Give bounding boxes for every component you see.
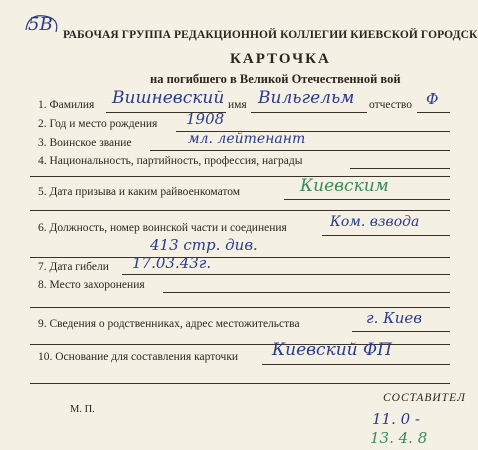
compiler-signature: 11. 0 - bbox=[372, 410, 421, 428]
header-title: КАРТОЧКА bbox=[230, 51, 331, 67]
corner-mark: 5В bbox=[28, 14, 53, 35]
stamp-place-label: М. П. bbox=[70, 404, 95, 415]
field-6-line-2 bbox=[30, 257, 450, 258]
field-8-line-2 bbox=[30, 307, 450, 308]
field-1-name-value: Вильгельм bbox=[258, 88, 355, 108]
field-7-line bbox=[122, 274, 450, 275]
field-2-label: 2. Год и место рождения bbox=[38, 118, 158, 130]
field-6-value-2: 413 стр. див. bbox=[150, 236, 258, 254]
field-1-name-line bbox=[251, 112, 367, 113]
field-5-line bbox=[284, 199, 450, 200]
field-3-label: 3. Воинское звание bbox=[38, 137, 132, 149]
field-1-patronymic-value: Ф bbox=[426, 90, 439, 108]
compiler-date: 13. 4. 8 bbox=[370, 429, 428, 447]
header-subtitle: на погибшего в Великой Отечественной вой bbox=[150, 72, 401, 86]
field-1-surname-value: Вишневский bbox=[112, 88, 225, 108]
field-10-line-2 bbox=[30, 383, 450, 384]
field-10-line bbox=[262, 364, 450, 365]
field-10-value: Киевский ФП bbox=[272, 340, 392, 360]
field-6-value: Ком. взвода bbox=[330, 214, 420, 230]
field-5-line-2 bbox=[30, 210, 450, 211]
corner-mark-circle bbox=[22, 10, 62, 42]
field-7-label: 7. Дата гибели bbox=[38, 261, 109, 273]
field-1-name-label: имя bbox=[228, 99, 247, 111]
compiler-label: СОСТАВИТЕЛ bbox=[383, 392, 466, 404]
field-10-label: 10. Основание для составления карточки bbox=[38, 351, 239, 363]
field-9-line bbox=[352, 331, 450, 332]
field-2-value: 1908 bbox=[186, 110, 225, 128]
field-9-label: 9. Сведения о родственниках, адрес местожительства bbox=[38, 318, 300, 330]
field-5-label: 5. Дата призыва и каким райвоенкоматом bbox=[38, 186, 241, 198]
field-1-label: 1. Фамилия bbox=[38, 99, 95, 111]
field-4-line bbox=[350, 168, 450, 169]
field-1-patronymic-line bbox=[417, 112, 450, 113]
field-8-line bbox=[163, 292, 450, 293]
header-org: РАБОЧАЯ ГРУППА РЕДАКЦИОННОЙ КОЛЛЕГИИ КИЕВСКОЙ ГОРОДСК bbox=[63, 29, 478, 41]
field-5-value: Киевским bbox=[300, 176, 389, 196]
field-7-value: 17.03.43г. bbox=[132, 254, 212, 272]
field-6-line bbox=[322, 235, 450, 236]
field-3-line bbox=[150, 150, 450, 151]
field-4-label: 4. Национальность, партийность, профессия, награды bbox=[38, 155, 303, 167]
field-6-label: 6. Должность, номер воинской части и соединения bbox=[38, 222, 287, 234]
field-9-value: г. Киев bbox=[366, 309, 422, 327]
field-3-value: мл. лейтенант bbox=[188, 131, 306, 147]
field-1-patronymic-label: отчество bbox=[369, 99, 413, 111]
field-8-label: 8. Место захоронения bbox=[38, 279, 145, 291]
